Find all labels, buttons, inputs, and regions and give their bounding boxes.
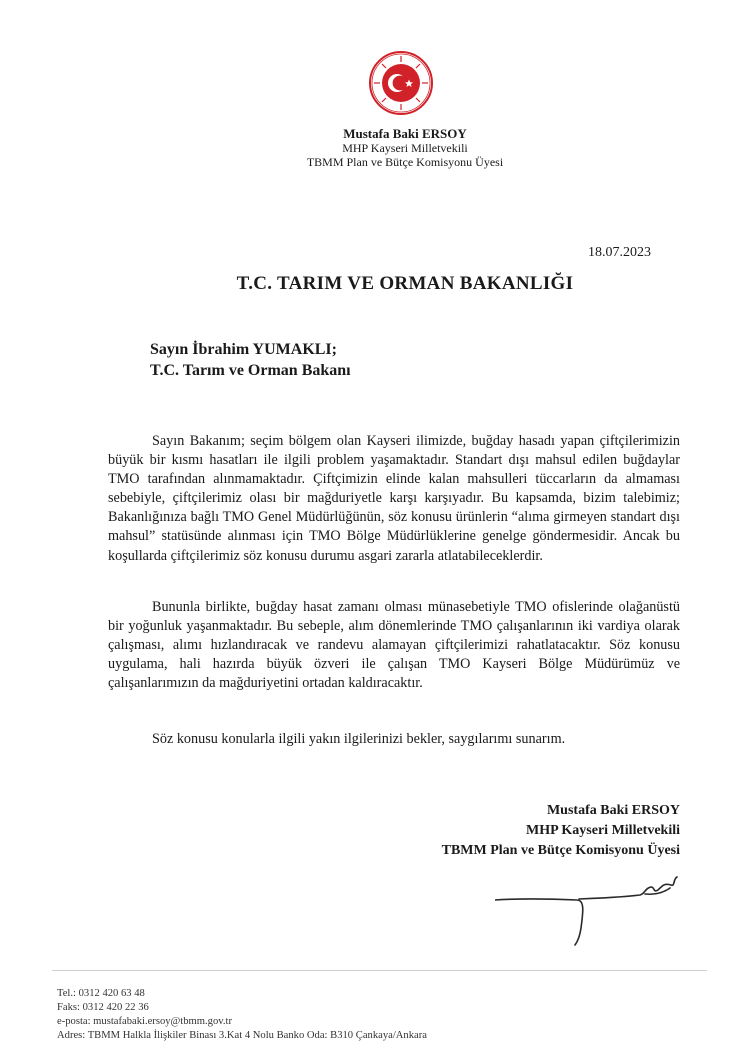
footer-fax: Faks: 0312 420 22 36 — [57, 1002, 149, 1013]
signature-role: MHP Kayseri Milletvekili — [526, 823, 680, 838]
body-paragraph-2: Bununla birlikte, buğday hasat zamanı olması münasebetiyle TMO ofislerinde olağanüstü bir yoğunluk yaşanmaktadır. Bu sebeple, alım dönemlerinde TMO çalışanlarının iki vardiya olarak çalışması, alımı hızlandıracak ve randevu alamayan çiftçilerimizi rahatlatacaktır. Söz konusu uygulama, hali hazırda büyük özveri ile çalışan TMO Kayseri Bölge Müdürümüz ve çalışanlarımızın da mağduriyetini ortadan kaldıracaktır. — [108, 599, 680, 692]
letter-date: 18.07.2023 — [588, 245, 651, 260]
handwritten-signature-icon — [495, 873, 685, 948]
ministry-title: T.C. TARIM VE ORMAN BAKANLIĞI — [236, 273, 574, 294]
footer-divider — [52, 970, 707, 971]
signature-committee: TBMM Plan ve Bütçe Komisyonu Üyesi — [441, 843, 680, 858]
footer-email: e-posta: mustafabaki.ersoy@tbmm.gov.tr — [57, 1016, 232, 1027]
header-name: Mustafa Baki ERSOY — [343, 126, 467, 141]
body-paragraph-3: Söz konusu konularla ilgili yakın ilgilerinizi bekler, saygılarımı sunarım. — [152, 731, 566, 747]
footer-address: Adres: TBMM Halkla İlişkiler Binası 3.Kat 4 Nolu Banko Oda: B310 Çankaya/Ankara — [57, 1030, 427, 1041]
tbmm-seal-icon — [368, 50, 434, 116]
footer-tel: Tel.: 0312 420 63 48 — [57, 988, 145, 999]
salutation-name: Sayın İbrahim YUMAKLI; — [150, 341, 337, 358]
header-role: MHP Kayseri Milletvekili — [342, 141, 468, 155]
header-committee: TBMM Plan ve Bütçe Komisyonu Üyesi — [306, 155, 504, 169]
signature-name: Mustafa Baki ERSOY — [546, 803, 680, 818]
salutation-title: T.C. Tarım ve Orman Bakanı — [150, 362, 351, 379]
body-paragraph-1: Sayın Bakanım; seçim bölgem olan Kayseri ilimizde, buğday hasadı yapan çiftçilerimizin büyük bir kısmı hasatları ile ilgili problem yaşamaktadır. Standart dışı mahsul edilen buğdaylar TMO tarafından alınmamaktadır. Çiftçimizin elinde kalan mahsulleri tüccarların da almaması sebebiyle, çiftçilerimiz olası bir mağduriyetle karşı karşıyadır. Bu kapsamda, bizim talebimiz; Bakanlığınıza bağlı TMO Genel Müdürlüğünün, söz konusu ürünlerin “alıma girmeyen standart dışı mahsul” statüsünde alınması için TMO Bölge Müdürlüklerine genelge göndermesidir. Ancak bu koşullarda çiftçilerimiz söz konusu durumu asgari zararla atlatabileceklerdir. — [108, 433, 680, 564]
